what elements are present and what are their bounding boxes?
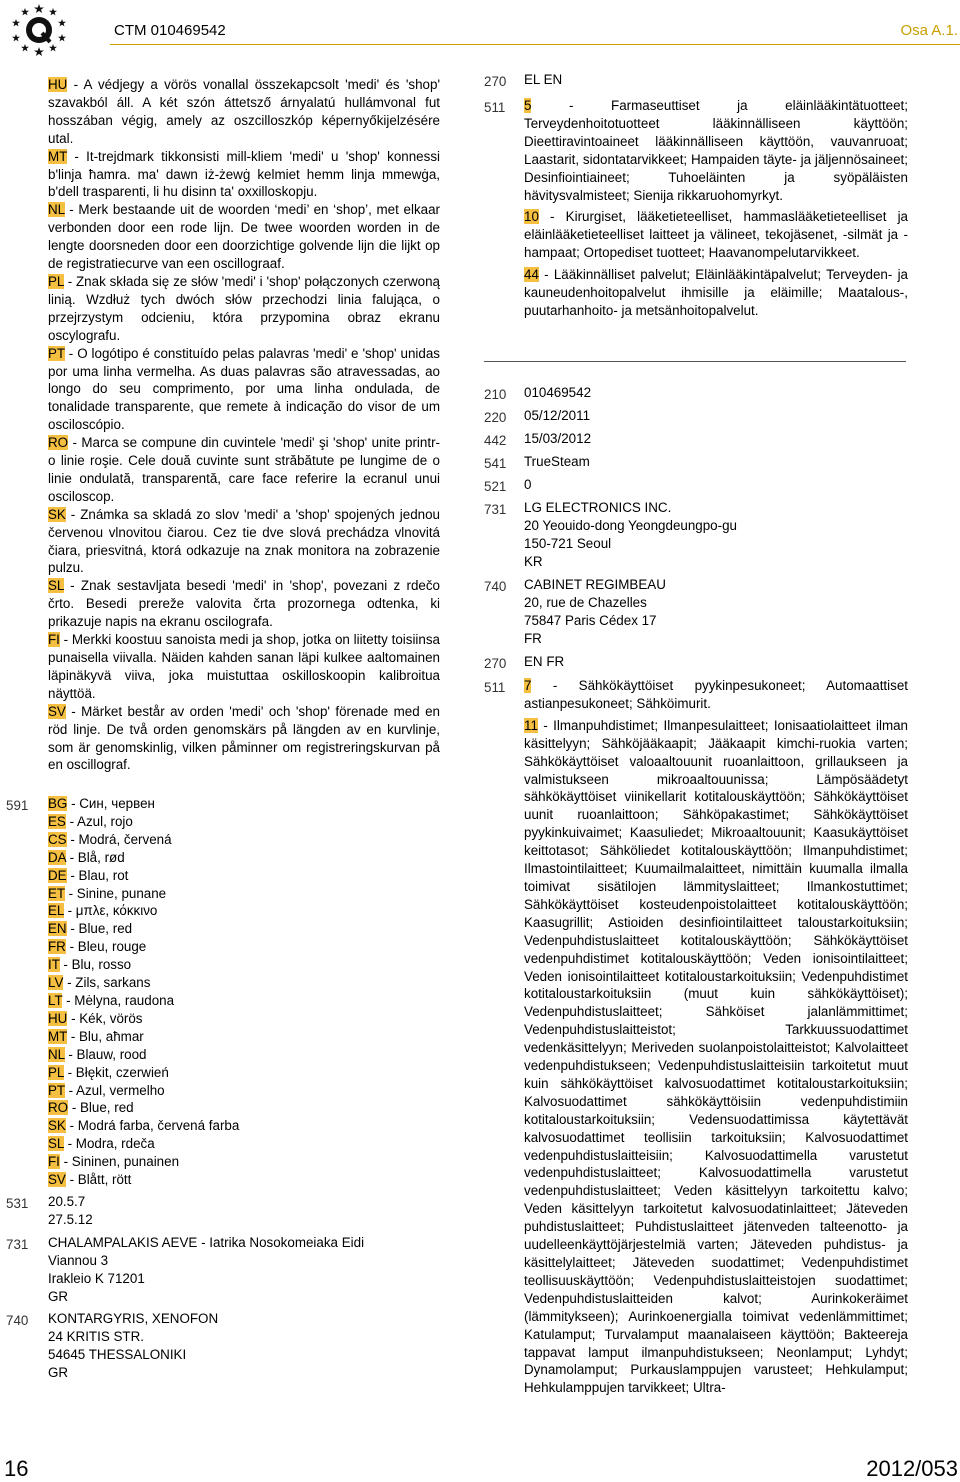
language-code: RO bbox=[48, 435, 69, 451]
field-line: TrueSteam bbox=[524, 454, 590, 469]
colour-text: - Mėlyna, raudona bbox=[62, 992, 175, 1008]
description-text: - Märket består av orden 'medi' och 'shop' förenade med en röd linje. De två orden genomskärs på längden av en kurvlinje, som är genomskinlig, vilken påminner om registreringskurvan på en oscillograf. bbox=[48, 703, 440, 773]
colour-text: - Blau, rot bbox=[66, 867, 129, 883]
class-number: 5 bbox=[524, 98, 532, 113]
class-entry bbox=[524, 208, 908, 262]
language-code: FR bbox=[48, 939, 66, 955]
field-code-511: 511 bbox=[484, 680, 506, 695]
field-line: 24 KRITIS STR. bbox=[48, 1328, 144, 1344]
field-code-220: 220 bbox=[484, 410, 507, 425]
colour-item bbox=[48, 1064, 440, 1082]
class-entry bbox=[524, 266, 908, 320]
description-paragraph bbox=[48, 345, 440, 435]
language-code: MT bbox=[48, 148, 68, 164]
colour-item bbox=[48, 1028, 440, 1046]
distinctiveness-value bbox=[524, 476, 531, 494]
field-line: KONTARGYRIS, XENOFON bbox=[48, 1311, 219, 1326]
language-code: SK bbox=[48, 1118, 66, 1134]
colour-item bbox=[48, 1171, 440, 1189]
description-paragraph bbox=[48, 631, 440, 703]
field-line: 20.5.7 bbox=[48, 1194, 86, 1209]
entry-separator bbox=[484, 361, 906, 362]
field-line: CHALAMPALAKIS AEVE - Iatrika Nosokomeiaka Eidi bbox=[48, 1235, 365, 1250]
description-paragraph bbox=[48, 577, 440, 631]
language-code: DE bbox=[48, 867, 67, 883]
colour-item bbox=[48, 795, 440, 813]
languages-value bbox=[524, 653, 564, 671]
colour-text: - Kék, vörös bbox=[67, 1010, 143, 1026]
applicant-address bbox=[524, 499, 737, 571]
colour-item bbox=[48, 1046, 440, 1064]
language-code: SK bbox=[48, 506, 66, 522]
description-paragraph bbox=[48, 201, 440, 273]
language-code: SL bbox=[48, 578, 64, 594]
colour-text: - Błękit, czerwień bbox=[63, 1064, 169, 1080]
description-text: - It-trejdmark tikkonsisti mill-kliem 'medi' u 'shop' konnessi b'linja ħamra. ma' dawn iż-żewġ kelmiet hemm linja mmewġa, b'dell trasparenti, li hu disinn ta' oxxilloskopju. bbox=[48, 148, 440, 200]
language-code: SL bbox=[48, 1136, 64, 1152]
class-text: - Sähkökäyttöiset pyykinpesukoneet; Automaattiset astianpesukoneet; Sähköimurit. bbox=[524, 678, 908, 711]
language-code: ET bbox=[48, 885, 65, 901]
colour-item bbox=[48, 974, 440, 992]
field-line: EN FR bbox=[524, 654, 565, 669]
language-code: HU bbox=[48, 1010, 68, 1026]
colour-text: - Blå, rød bbox=[65, 849, 125, 865]
class-number: 44 bbox=[524, 267, 539, 283]
language-code: FI bbox=[48, 1154, 60, 1170]
description-paragraph bbox=[48, 76, 440, 148]
field-line: LG ELECTRONICS INC. bbox=[524, 500, 672, 515]
language-code: IT bbox=[48, 957, 60, 973]
language-code: MT bbox=[48, 1028, 68, 1044]
class-text: - Kirurgiset, lääketieteelliset, hammaslääketieteelliset ja eläinlääketieteelliset laitteet ja välineet, tekojäsenet, -silmät ja -hampaat; Ortopediset tuotteet; Haavanompelutarvikkeet. bbox=[524, 209, 908, 261]
class-number: 11 bbox=[524, 717, 538, 733]
field-code-270: 270 bbox=[484, 656, 507, 671]
languages-value: EL EN bbox=[524, 72, 563, 87]
colour-text: - Blått, rött bbox=[65, 1172, 132, 1188]
field-code-270: 270 bbox=[484, 74, 507, 89]
language-code: PL bbox=[48, 273, 64, 289]
description-column bbox=[48, 76, 440, 774]
description-paragraph bbox=[48, 703, 440, 775]
field-code-442: 442 bbox=[484, 433, 507, 448]
colour-text: - Blu, aħmar bbox=[67, 1028, 144, 1044]
field-code-511: 511 bbox=[484, 100, 506, 115]
description-paragraph bbox=[48, 434, 440, 506]
field-line: 75847 Paris Cédex 17 bbox=[524, 612, 657, 628]
field-line: 05/12/2011 bbox=[524, 408, 591, 423]
field-line: Irakleio K 71201 bbox=[48, 1270, 145, 1286]
field-line: 010469542 bbox=[524, 385, 592, 400]
description-text: - Znak sestavljata besedi 'medi' in 'shop', povezani z rdečo črto. Besedi prereže valovita črta prozornega odtenka, ki prikazuje napis na ekranu oscilografa. bbox=[48, 578, 440, 630]
field-line: 54645 THESSALONIKI bbox=[48, 1346, 187, 1362]
field-line: 0 bbox=[524, 477, 532, 492]
colours-list bbox=[48, 795, 440, 1189]
language-code: ES bbox=[48, 813, 66, 829]
field-531-value bbox=[48, 1193, 93, 1229]
colour-item bbox=[48, 813, 440, 831]
class-text: - Farmaseuttiset ja eläinlääkintätuotteet; Terveydenhoitotuotteet lääkinnälliseen käyttöön; Dieettiravintoaineet lääkinnälliseen käyttöön, vauvanruoat; Laastarit, sidontatarvikkeet; Hampaiden täyte- ja jäljennösaineet; Desinfiointiaineet; Tuhoeläinten ja syöpäläisten hävitysvalmisteet; Sienija rikkaruohomyrkyt. bbox=[524, 98, 908, 203]
colour-item bbox=[48, 1153, 440, 1171]
description-text: - Znak składa się ze słów 'medi' i 'shop' połączonych czerwoną linią. Wzdłuż tych dwóch słów przechodzi linia falująca, o przejrzystym odcieniu, która przypomina obraz ekranu oscylografu. bbox=[48, 273, 440, 343]
class-entry bbox=[524, 677, 908, 713]
field-line: 20, rue de Chazelles bbox=[524, 594, 647, 610]
field-code-541: 541 bbox=[484, 456, 507, 471]
colour-text: - Zils, sarkans bbox=[63, 975, 151, 991]
description-text: - Známka sa skladá zo slov 'medi' a 'shop' spojených jednou červenou vlnovitou čiarou. Cez tie dve slová prechádza vlnovitá čiara, priesvitná, ktorá odkazuje na znak monitora na zobrazenie pulzu. bbox=[48, 506, 440, 576]
colour-text: - Blauw, rood bbox=[64, 1046, 147, 1062]
language-code: EL bbox=[48, 903, 64, 919]
colour-item bbox=[48, 1010, 440, 1028]
bulletin-issue: 2012/053 bbox=[866, 1456, 958, 1481]
goods-services-list bbox=[524, 677, 908, 1397]
colour-item bbox=[48, 849, 440, 867]
language-code: DA bbox=[48, 849, 66, 865]
field-code-731: 731 bbox=[484, 502, 507, 517]
page-number: 16 bbox=[4, 1456, 29, 1481]
language-code: SV bbox=[48, 1172, 66, 1188]
colour-text: - Modrá farba, červená farba bbox=[65, 1118, 240, 1134]
language-code: CS bbox=[48, 831, 67, 847]
description-paragraph bbox=[48, 273, 440, 345]
colour-text: - Sininen, punainen bbox=[59, 1154, 180, 1170]
colour-text: - Modra, rdeča bbox=[63, 1136, 155, 1152]
colour-item bbox=[48, 867, 440, 885]
language-code: PT bbox=[48, 345, 65, 361]
colour-item bbox=[48, 938, 440, 956]
colour-text: - Blue, red bbox=[68, 1100, 134, 1116]
language-code: LV bbox=[48, 975, 64, 991]
language-code: PT bbox=[48, 1082, 65, 1098]
field-code-531: 531 bbox=[6, 1196, 29, 1211]
colour-text: - Azul, vermelho bbox=[64, 1082, 165, 1098]
mark-text bbox=[524, 453, 590, 471]
field-line: 150-721 Seoul bbox=[524, 535, 612, 551]
language-code: FI bbox=[48, 632, 60, 648]
colour-text: - Blue, red bbox=[66, 921, 133, 937]
colour-item bbox=[48, 902, 440, 920]
colour-text: - Blu, rosso bbox=[59, 957, 132, 973]
colour-text: - Син, червен bbox=[67, 796, 155, 811]
field-line: 27.5.12 bbox=[48, 1211, 93, 1227]
description-paragraph bbox=[48, 506, 440, 578]
description-text: - A védjegy a vörös vonallal összekapcsolt 'medi' és 'shop' szavakból áll. A két szón áttetsző árnyalatú hullámvonal fut hosszában végig, amely az oszcilloszkóp képernyőkijelzésére utal. bbox=[48, 77, 440, 146]
applicant-address bbox=[48, 1234, 364, 1306]
colour-text: - μπλε, κόκκινο bbox=[63, 903, 158, 919]
field-code-210: 210 bbox=[484, 387, 507, 402]
language-code: PL bbox=[48, 1064, 64, 1080]
language-code: NL bbox=[48, 1046, 65, 1062]
filing-date bbox=[524, 407, 590, 425]
field-line: GR bbox=[48, 1364, 69, 1380]
colour-item bbox=[48, 1135, 440, 1153]
header-rule bbox=[110, 44, 960, 45]
language-code: BG bbox=[48, 796, 68, 811]
publication-date bbox=[524, 430, 591, 448]
colour-item bbox=[48, 1099, 440, 1117]
header-section: Osa A.1. bbox=[900, 22, 958, 39]
colour-item bbox=[48, 920, 440, 938]
class-number: 7 bbox=[524, 678, 532, 693]
field-line: CABINET REGIMBEAU bbox=[524, 577, 666, 592]
representative-address bbox=[524, 576, 666, 648]
application-number bbox=[524, 384, 591, 402]
class-entry bbox=[524, 97, 908, 204]
class-text: - Lääkinnälliset palvelut; Eläinlääkintäpalvelut; Terveyden- ja kauneudenhoitopalvelut ihmisille ja eläimille; Maatalous-, puutarhanhoito- ja metsänhoitopalvelut. bbox=[524, 267, 908, 318]
colour-text: - Bleu, rouge bbox=[65, 939, 147, 955]
colour-text: - Sinine, punane bbox=[64, 885, 167, 901]
colour-item bbox=[48, 1117, 440, 1135]
colour-item bbox=[48, 885, 440, 903]
representative-address bbox=[48, 1310, 218, 1382]
language-code: SV bbox=[48, 703, 66, 719]
field-line: 20 Yeouido-dong Yeongdeungpo-gu bbox=[524, 517, 737, 533]
description-text: - Merk bestaande uit de woorden ‘medi’ en ‘shop’, met elkaar verbonden door een rode lijn. De twee woorden worden in de lengte doorsneden door een doorzichtige golvende lijn die lijkt op de registratiecurve van een oscillograaf. bbox=[48, 202, 440, 272]
field-line: FR bbox=[524, 630, 542, 646]
description-paragraph bbox=[48, 148, 440, 202]
goods-services-list bbox=[524, 97, 908, 320]
language-code: LT bbox=[48, 992, 63, 1008]
field-code-731: 731 bbox=[6, 1237, 29, 1252]
field-code-740: 740 bbox=[484, 579, 507, 594]
field-code-740: 740 bbox=[6, 1313, 29, 1328]
class-entry bbox=[524, 717, 908, 1397]
field-line: 15/03/2012 bbox=[524, 431, 592, 446]
language-code: HU bbox=[48, 77, 68, 92]
header-code: CTM 010469542 bbox=[114, 22, 226, 39]
colour-text: - Modrá, červená bbox=[66, 831, 172, 847]
description-text: - Merkki koostuu sanoista medi ja shop, jotka on liitetty toisiinsa punaisella viivalla. Näiden kahden sanan läpi kulkee aaltomainen läpinäkyvä viiva, joka muistuttaa oskilloskoopin kalibroitua näyttöä. bbox=[48, 632, 440, 701]
colour-item bbox=[48, 831, 440, 849]
field-line: GR bbox=[48, 1288, 69, 1304]
language-code: NL bbox=[48, 202, 65, 218]
page-header bbox=[0, 0, 960, 60]
colour-item bbox=[48, 992, 440, 1010]
ohim-logo-icon bbox=[6, 2, 72, 56]
description-text: - O logótipo é constituído pelas palavras 'medi' e 'shop' unidas por uma linha vermelha. As duas palavras são atravessadas, ao longo do seu comprimento, por uma linha ondulada, de tonalidade transparente, que remete à indicação do visor de um osciloscópio. bbox=[48, 345, 440, 433]
field-code-521: 521 bbox=[484, 479, 507, 494]
field-line: KR bbox=[524, 553, 543, 569]
colour-item bbox=[48, 956, 440, 974]
colour-text: - Azul, rojo bbox=[65, 813, 133, 829]
class-text: - Ilmanpuhdistimet; Ilmanpesulaitteet; Ionisaatiolaitteet ilman käsittelyyn; Sähköjääkaapit; Jääkaapit kimchi-ruokia varten; Sähkökäyttöiset valoaaltouunit ruoanlaittoon, grillaukseen ja valmistukseen mikroaaltouunissa; Lämpösäädetyt sähkökäyttöiset viinikellarit kotitalouskäyttöön; Sähkökäyttöiset uunit ruoanlaittoon; Sähköpakastimet; Sähkökäyttöiset pyykinkuivaimet; Kaasuliedet; Mikroaaltouunit; Kaasukäyttöiset keittotasot; Sähköliedet kotitalouskäyttöön; Ilmanpuhdistimet; Ilmastointilaitteet; Kuumailmalaitteet, nimittäin kuumalla ilmalla toimivat sisätilojen lämmityslaitteet; Ilmankostuttimet; Sähkökäyttöiset kosteudenpoistolaitteet kotitalouskäyttöön; Kaasugrillit; Astioiden desinfiointilaitteet taloustarkoituksiin; Vedenpuhdistuslaitteet kotitalouskäyttöön; Sähkökäyttöiset vedenpuhdistimet kotitalouskäyttöön; Veden ionisointilaitteet; Veden ionisointilaitteet kotitaloustarkoituksiin; Vedenpuhdistimet kotitaloustarkoituksiin (muut kuin sähkökäyttöiset); Vedenpuhdistuslaitteet; Sähköiset jalanlämmittimet; Vedenpuhdistuslaitteistot; Tarkkuussuodattimet vedenkäsittelyyn; Meriveden suolanpoistolaitteistot; Kalvolaitteet vedenpuhdistukseen; Vedenpuhdistuslaitteisiin tarkoitetut muut kuin sähkökäyttöiset kalvosuodattimet kotitaloustarkoituksiin; Kalvosuodattimet sähkökäyttöisiin vedenpuhdistimiin kotitaloustarkoituksiin; Vedensuodattimissa käytettävät kalvosuodattimet teollisiin tarkoituksiin; Kalvosuodattimet vedenpuhdistuslaitteisiin; Kalvosuodattimella varustetut vedenpuhdistuslaitteet; Kalvosuodattimella varustetut vedenpuhdistuslaitteet; Veden käsittelyyn tarkoitettu kalvo; Veden käsittelyyn tarkoitetut kalvosuodatinlaitteet; Jäteveden puhdistuslaitteet; Puhdistuslaitteet jätenveden talteenotto- ja uudelleenkäyttöjärjestelmiä varten; Jäteveden puhdistus- ja käsittelylaitteet; Jäteveden suodattimet; Vedenpuhdistimet teollisuuskäyttöön; Vedenpuhdistuslaitteistojen suodattimet; Vedenpuhdistuslaitteiden kalvot; Aurinkokeräimet (lämmitykseen); Aurinkoenergialla toimivat vedenlämmittimet; Katulamput; Turvalamput maanalaiseen käyttöön; Bakteereja tappavat lamput ilmanpuhdistukseen; Neonlamput; Lyhdyt; Dynamolamput; Purkauslamppujen varusteet; Hehkulamput; Hehkulamppujen tarvikkeet; Ultra- bbox=[524, 717, 908, 1396]
language-code: RO bbox=[48, 1100, 69, 1116]
language-code: EN bbox=[48, 921, 67, 937]
field-line: Viannou 3 bbox=[48, 1252, 109, 1268]
colour-item bbox=[48, 1082, 440, 1100]
field-code-591: 591 bbox=[6, 798, 29, 813]
description-text: - Marca se compune din cuvintele 'medi' şi 'shop' unite printr-o linie roşie. Cele două cuvinte sunt străbătute pe lungime de o linie ondulată, transparentă, care face referire la ecranul unui osciloscop. bbox=[48, 435, 440, 504]
class-number: 10 bbox=[524, 209, 539, 225]
